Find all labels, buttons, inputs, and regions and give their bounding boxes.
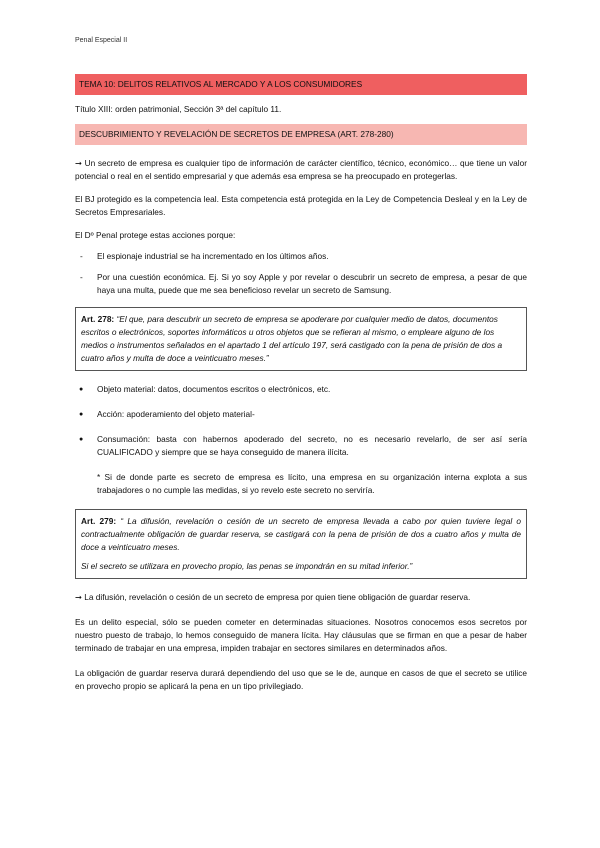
subtitle: Título XIII: orden patrimonial, Sección 3ª del capítulo 11. xyxy=(75,104,282,114)
list-item: - El espionaje industrial se ha incrementado en los últimos años. xyxy=(75,250,527,263)
section-heading: DESCUBRIMIENTO Y REVELACIÓN DE SECRETOS DE EMPRESA (ART. 278-280) xyxy=(75,124,527,145)
article-text: “El que, para descubrir un secreto de empresa se apoderare por cualquier medio de datos, documentos escritos o electrónicos, soportes informáticos u otros objetos que se refieran al mismo, o empleare alguno de los medios o instrumentos señalados en el apartado 1 del artículo 197, será castigado con la pena de prisión de dos a cuatro años y multa de doce a veinticuatro meses.” xyxy=(81,314,503,363)
article-text: “ La difusión, revelación o cesión de un secreto de empresa llevada a cabo por quien tuviere legal o contractualmente obligación de guardar reserva, se castigará con la pena de prisión de dos a cuatro años y multa de doce a veinticuatro meses. xyxy=(81,516,521,552)
reasons-intro: El Dº Penal protege estas acciones porque: xyxy=(75,230,236,240)
list-item: ● Objeto material: datos, documentos escritos o electrónicos, etc. xyxy=(75,383,527,396)
article-279-box xyxy=(75,509,527,579)
running-header: Penal Especial II xyxy=(75,37,128,44)
elements-list xyxy=(75,383,527,459)
article-label: Art. 278: xyxy=(81,314,115,324)
list-item: - Por una cuestión económica. Ej. Si yo soy Apple y por revelar o descubrir un secreto de empresa, a pesar de que haya una multa, puede que me sea beneficioso revelar un secreto de Samsung. xyxy=(75,271,527,297)
reasons-list xyxy=(75,250,527,297)
confidentiality-paragraph: La obligación de guardar reserva durará dependiendo del uso que se le de, aunque en casos de que el secreto se utilice en provecho propio se aplicará la pena en un tipo privilegiado. xyxy=(75,668,527,691)
legal-good-paragraph: El BJ protegido es la competencia leal. Esta competencia está protegida en la Ley de Competencia Desleal y en la Ley de Secretos Empresariales. xyxy=(75,194,527,217)
document-body xyxy=(75,74,527,693)
disclosure-paragraph: ➞ La difusión, revelación o cesión de un secreto de empresa por quien tiene obligación de guardar reserva. xyxy=(75,592,471,602)
article-text-2: Si el secreto se utilizara en provecho propio, las penas se impondrán en su mitad inferior.” xyxy=(81,561,413,571)
list-item: ● Consumación: basta con habernos apoderado del secreto, no es necesario revelarlo, de ser así sería CUALIFICADO y siempre que se haya conseguido de manera ilícita. xyxy=(75,433,527,459)
list-item: ● Acción: apoderamiento del objeto material- xyxy=(75,408,527,421)
special-crime-paragraph: Es un delito especial, sólo se pueden cometer en determinadas situaciones. Nosotros conocemos esos secretos por nuestro puesto de trabajo, lo hemos conseguido de manera lícita. Hay cláusulas que se firman en que a pesar de haber terminado de trabajar en una empresa, impiden trabajar en sectores similares en determinados años. xyxy=(75,617,527,653)
article-278-box xyxy=(75,307,527,371)
topic-title: TEMA 10: DELITOS RELATIVOS AL MERCADO Y A LOS CONSUMIDORES xyxy=(75,74,527,95)
footnote: * Si de donde parte es secreto de empresa es lícito, una empresa en su organización interna explota a sus trabajadores o no cumple las medidas, si yo revelo este secreto no serviría. xyxy=(97,472,527,495)
definition-paragraph: ➞ Un secreto de empresa es cualquier tipo de información de carácter científico, técnico, económico… que tiene un valor potencial o real en el sentido empresarial y que además esa empresa se ha preocupado en protegerlas. xyxy=(75,158,527,181)
article-label: Art. 279: xyxy=(81,516,117,526)
